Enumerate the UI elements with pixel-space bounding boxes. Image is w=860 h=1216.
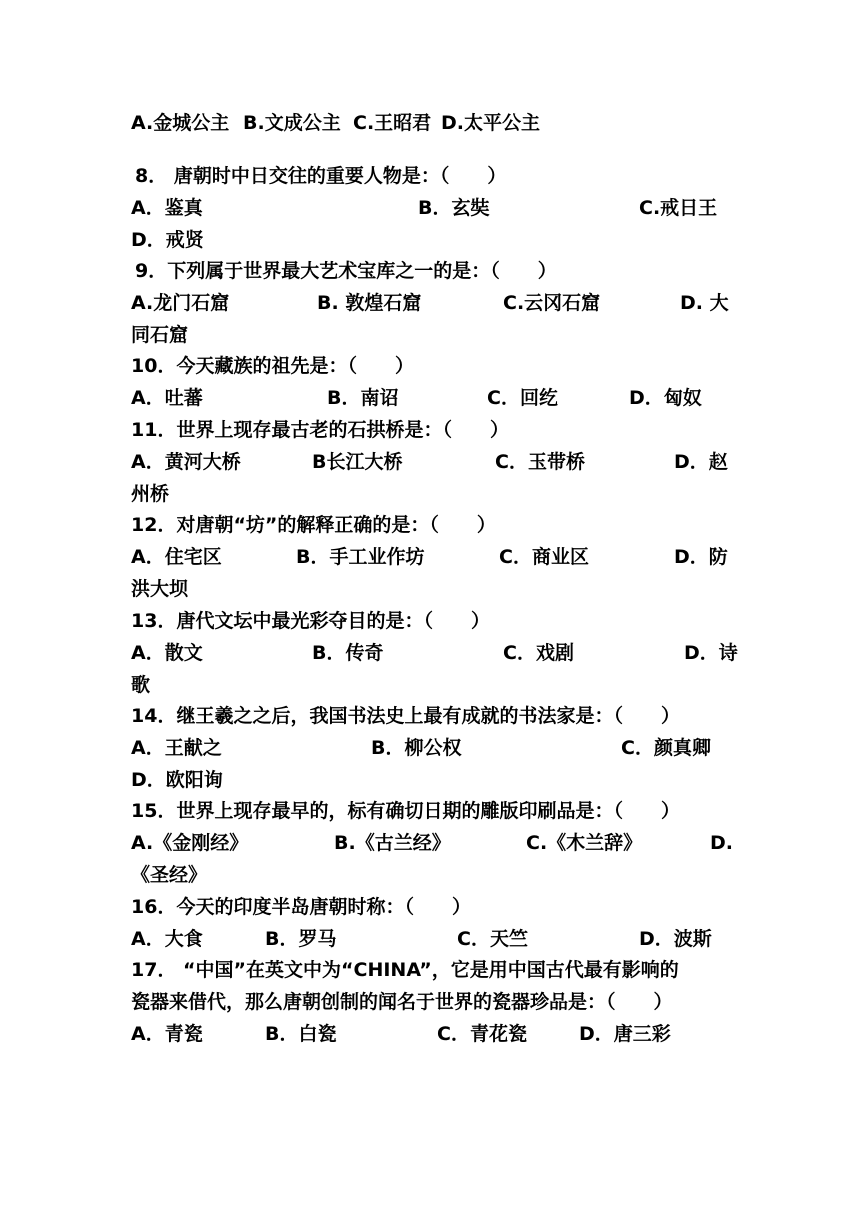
q11-option-d-continued: 州桥 bbox=[131, 483, 170, 505]
question-text: 9．下列属于世界最大艺术宝库之一的是：（ ） bbox=[135, 260, 557, 282]
q9-option-a: A.龙门石窟 bbox=[131, 292, 230, 314]
q12-option-d-continued: 洪大坝 bbox=[131, 578, 189, 600]
q13-option-d: D．诗 bbox=[684, 642, 738, 664]
q9-option-c: C.云冈石窟 bbox=[503, 292, 601, 314]
q8-option-a: A．鉴真 bbox=[131, 197, 203, 219]
q11-option-c: C．玉带桥 bbox=[495, 451, 585, 473]
q12-option-a: A．住宅区 bbox=[131, 546, 222, 568]
question-text-continued: 瓷器来借代，那么唐朝创制的闻名于世界的瓷器珍品是：（ ） bbox=[131, 991, 673, 1013]
q15-option-d: D. bbox=[710, 832, 733, 854]
q10-option-b: B．南诏 bbox=[327, 387, 399, 409]
q15-option-b: B.《古兰经》 bbox=[334, 832, 451, 854]
q7-option-d: D.太平公主 bbox=[441, 112, 540, 134]
q16-option-d: D．波斯 bbox=[639, 928, 712, 950]
q17-option-c: C．青花瓷 bbox=[437, 1023, 527, 1045]
q11-option-d: D．赵 bbox=[674, 451, 728, 473]
q14-option-b: B．柳公权 bbox=[371, 737, 462, 759]
question-text: 11．世界上现存最古老的石拱桥是：（ ） bbox=[131, 419, 509, 441]
q14-option-a: A．王献之 bbox=[131, 737, 222, 759]
q8-option-b: B．玄奘 bbox=[418, 197, 490, 219]
q15-option-c: C.《木兰辞》 bbox=[526, 832, 643, 854]
q13-option-c: C．戏剧 bbox=[503, 642, 574, 664]
q16-option-c: C．天竺 bbox=[457, 928, 528, 950]
q11-option-b: B长江大桥 bbox=[312, 451, 403, 473]
q10-option-d: D．匈奴 bbox=[629, 387, 702, 409]
q13-option-b: B．传奇 bbox=[312, 642, 384, 664]
q13-option-a: A．散文 bbox=[131, 642, 203, 664]
q8-option-c: C.戒日王 bbox=[639, 197, 718, 219]
q10-option-c: C．回纥 bbox=[487, 387, 558, 409]
question-text: 15．世界上现存最早的，标有确切日期的雕版印刷品是：（ ） bbox=[131, 800, 680, 822]
q16-option-a: A．大食 bbox=[131, 928, 203, 950]
q14-option-d: D．欧阳询 bbox=[131, 769, 223, 791]
q12-option-b: B．手工业作坊 bbox=[296, 546, 425, 568]
q17-option-d: D．唐三彩 bbox=[579, 1023, 671, 1045]
q7-option-b: B.文成公主 bbox=[243, 112, 341, 134]
q10-option-a: A．吐蕃 bbox=[131, 387, 203, 409]
q9-option-b: B. 敦煌石窟 bbox=[317, 292, 422, 314]
question-text: 12．对唐朝“坊”的解释正确的是：（ ） bbox=[131, 514, 496, 536]
q7-option-a: A.金城公主 bbox=[131, 112, 230, 134]
q15-option-a: A.《金刚经》 bbox=[131, 832, 249, 854]
q15-option-d-continued: 《圣经》 bbox=[131, 864, 208, 886]
question-text: 8． 唐朝时中日交往的重要人物是：（ ） bbox=[135, 165, 507, 187]
question-text: 16．今天的印度半岛唐朝时称：（ ） bbox=[131, 896, 471, 918]
q14-option-c: C．颜真卿 bbox=[621, 737, 711, 759]
q17-option-b: B．白瓷 bbox=[265, 1023, 337, 1045]
q7-option-c: C.王昭君 bbox=[353, 112, 432, 134]
question-text: 14．继王羲之之后，我国书法史上最有成就的书法家是：（ ） bbox=[131, 705, 680, 727]
q13-option-d-continued: 歌 bbox=[131, 674, 151, 696]
q11-option-a: A．黄河大桥 bbox=[131, 451, 241, 473]
q8-option-d: D．戒贤 bbox=[131, 229, 204, 251]
question-text: 10．今天藏族的祖先是：（ ） bbox=[131, 355, 414, 377]
question-text: 17． “中国”在英文中为“CHINA”，它是用中国古代最有影响的 bbox=[131, 959, 679, 981]
q17-option-a: A．青瓷 bbox=[131, 1023, 203, 1045]
q9-option-d: D. 大 bbox=[680, 292, 729, 314]
q16-option-b: B．罗马 bbox=[265, 928, 337, 950]
question-text: 13．唐代文坛中最光彩夺目的是：（ ） bbox=[131, 610, 490, 632]
q9-option-d-continued: 同石窟 bbox=[131, 324, 189, 346]
q12-option-d: D．防 bbox=[674, 546, 728, 568]
q12-option-c: C．商业区 bbox=[499, 546, 589, 568]
